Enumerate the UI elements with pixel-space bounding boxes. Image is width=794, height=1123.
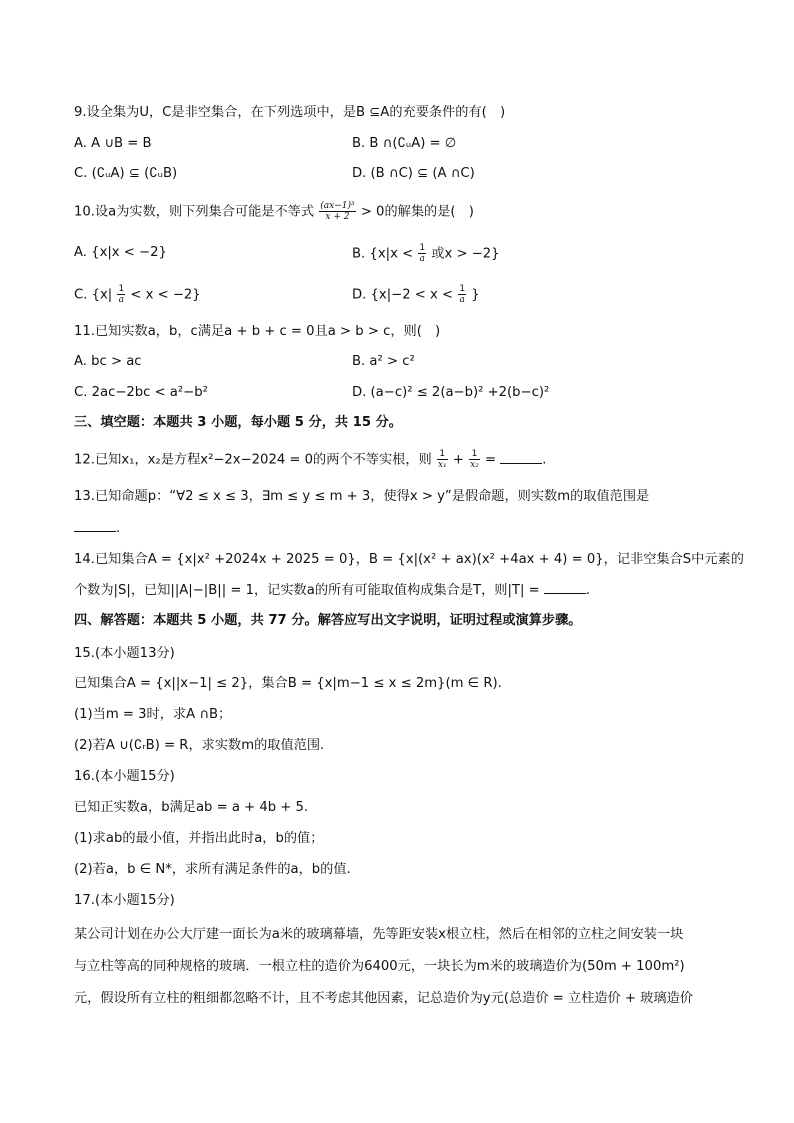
q9-option-b: B. B ∩(∁ᵤA) = ∅ — [352, 136, 457, 151]
q11-option-c: C. 2ac−2bc < a²−b² — [74, 385, 208, 400]
q16-header: 16.(本小题15分) — [74, 769, 175, 784]
q14-stem-line1: 14.已知集合A = {x|x² +2024x + 2025 = 0}，B = {x|(x² + ax)(x² +4ax + 4) = 0}，记非空集合S中元素的 — [74, 552, 744, 567]
q12-fraction-1: $\frac{1}{\text{x₁}}$ — [437, 449, 447, 470]
q9-stem: 9.设全集为U，C是非空集合，在下列选项中，是B ⊆A的充要条件的有( ) — [74, 105, 506, 120]
q12-equals: = — [485, 452, 497, 468]
q10-option-a: A. {x|x < −2} — [74, 245, 167, 260]
q13-answer-blank[interactable] — [74, 519, 116, 532]
q13-answer-line: . — [74, 519, 120, 539]
q11-option-b: B. a² > c² — [352, 354, 415, 369]
q14-stem-line2-text: 个数为|S|，已知||A|−|B|| = 1，记实数a的所有可能取值构成集合是T，则|T| = — [74, 583, 540, 598]
q14-stem-line2: 个数为|S|，已知||A|−|B|| = 1，记实数a的所有可能取值构成集合是T，则|T| = . — [74, 583, 591, 598]
q16-part1: (1)求ab的最小值，并指出此时a，b的值； — [74, 831, 324, 846]
q12-fraction-2: $\frac{1}{\text{x₂}}$ — [470, 449, 479, 470]
q10-option-b-fraction: $\frac{1}{a}$ — [419, 243, 426, 264]
q10-inequality-fraction: $\frac{\text{(ax−1)³}}{x + 2}$ — [320, 201, 355, 222]
q10-option-c-fraction: $\frac{1}{a}$ — [118, 284, 125, 305]
q10-option-d-pre: D. {x|−2 < x < — [352, 287, 454, 303]
q16-part2: (2)若a，b ∈ N*，求所有满足条件的a，b的值. — [74, 862, 351, 877]
q11-option-d: D. (a−c)² ≤ 2(a−b)² +2(b−c)² — [352, 385, 550, 400]
q10-option-c-post: < x < −2} — [130, 287, 201, 303]
q12-plus: + — [452, 452, 464, 468]
q10-stem-pre: 10.设a为实数，则下列集合可能是不等式 — [74, 204, 315, 220]
q15-line1: 已知集合A = {x||x−1| ≤ 2}，集合B = {x|m−1 ≤ x ≤ 2m}(m ∈ R). — [74, 676, 502, 691]
q16-line1: 已知正实数a，b满足ab = a + 4b + 5. — [74, 800, 309, 815]
q17-line1: 某公司计划在办公大厅建一面长为a米的玻璃幕墙，先等距安装x根立柱，然后在相邻的立柱之间安装一块 — [74, 927, 684, 942]
q14-answer-blank[interactable] — [544, 581, 586, 594]
q10-option-d — [352, 284, 480, 306]
q15-part2: (2)若A ∪(∁ᵣB) = R，求实数m的取值范围. — [74, 738, 325, 753]
q10-option-b — [352, 243, 500, 265]
q15-header: 15.(本小题13分) — [74, 646, 175, 661]
q12-stem: 12.已知x₁，x₂是方程x²−2x−2024 = 0的两个不等实根，则 $\frac{1}{\text{x₁}}$ + $\frac{1}{\text{x₂}}$ = . — [74, 449, 547, 470]
q17-line2: 与立柱等高的同种规格的玻璃．一根立柱的造价为6400元，一块长为m米的玻璃造价为(50m + 100m²) — [74, 959, 685, 974]
section-solve-heading: 四、解答题：本题共 5 小题，共 77 分。解答应写出文字说明，证明过程或演算步骤。 — [74, 613, 582, 628]
q10-option-b-post: 或x > −2} — [431, 246, 500, 262]
q10-option-c — [74, 284, 201, 306]
q11-stem: 11.已知实数a，b，c满足a + b + c = 0且a > b > c，则( ) — [74, 324, 441, 339]
q13-stem: 13.已知命题p：“∀2 ≤ x ≤ 3，∃m ≤ y ≤ m + 3，使得x > y”是假命题，则实数m的取值范围是 — [74, 489, 650, 504]
q10-option-d-fraction: $\frac{1}{a}$ — [459, 284, 466, 305]
q10-stem — [74, 201, 474, 223]
q11-option-a: A. bc > ac — [74, 354, 142, 369]
q10-stem-post: > 0的解集的是( ) — [360, 204, 474, 220]
q12-answer-blank[interactable] — [500, 451, 542, 464]
q9-option-d: D. (B ∩C) ⊆ (A ∩C) — [352, 166, 475, 181]
q15-part1: (1)当m = 3时，求A ∩B； — [74, 707, 232, 722]
q17-header: 17.(本小题15分) — [74, 893, 175, 908]
q9-option-c: C. (∁ᵤA) ⊆ (∁ᵤB) — [74, 166, 178, 181]
q17-line3: 元，假设所有立柱的粗细都忽略不计，且不考虑其他因素，记总造价为y元(总造价 = 立柱造价 + 玻璃造价 — [74, 991, 693, 1006]
q10-option-d-post: } — [471, 287, 480, 303]
q10-option-c-pre: C. {x| — [74, 287, 113, 303]
q12-stem-pre: 12.已知x₁，x₂是方程x²−2x−2024 = 0的两个不等实根，则 — [74, 452, 432, 468]
q10-option-b-pre: B. {x|x < — [352, 246, 414, 262]
q9-option-a: A. A ∪B = B — [74, 136, 152, 151]
section-fill-in-heading: 三、填空题：本题共 3 小题，每小题 5 分，共 15 分。 — [74, 415, 402, 430]
